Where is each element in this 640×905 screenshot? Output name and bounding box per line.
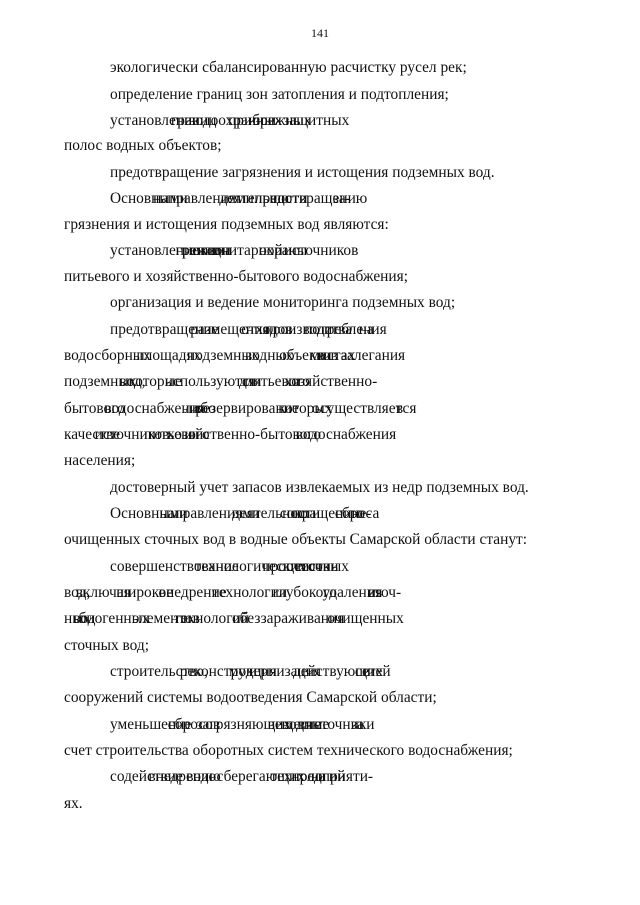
text-line: полос водных объектов;: [64, 137, 222, 154]
text-line: Основными направлениями деятельности по сокращению сброса не-: [110, 505, 372, 522]
text-line: ях.: [64, 795, 83, 812]
text-line: организация и ведение мониторинга подземных вод;: [110, 294, 456, 311]
text-line: установление границ водоохранных зон и прибрежных защитных: [110, 112, 350, 129]
text-line: содействие внедрению водосберегающих технологий на предприяти-: [110, 768, 374, 785]
text-line: качестве источников питьевого и хозяйственно-бытового водоснабжения: [64, 426, 397, 443]
text-line: питьевого и хозяйственно-бытового водоснабжения;: [64, 268, 408, 285]
text-line: установление границ и режима зон санитарной охраны источников: [110, 242, 359, 259]
text-line: вод, включая широкое внедрение технологии глубокого удаления из сточ-: [64, 584, 402, 601]
text-line: сооружений системы водоотведения Самарской области;: [64, 689, 437, 706]
text-line: бытового водоснабжения либо резервирование которых осуществляется в: [64, 400, 404, 417]
text-line: предотвращение размещения отходов производства и потребления на: [110, 321, 374, 338]
page-number: 141: [311, 26, 329, 40]
text-line: подземных вод, которые используются для питьевого и хозяйственно-: [64, 373, 378, 390]
text-line: Основными направлениями деятельности по предотвращению за-: [110, 190, 351, 207]
text-line: достоверный учет запасов извлекаемых из недр подземных вод.: [110, 479, 529, 496]
text-line: очищенных сточных вод в водные объекты Самарской области станут:: [64, 531, 528, 548]
text-line: строительство, реконструкция и модернизация действующих сетей и: [110, 663, 371, 680]
text-line: совершенствование технологических процессов очистки сточных: [110, 558, 349, 575]
text-line: счет строительства оборотных систем технического водоснабжения;: [64, 742, 513, 759]
text-line: водосборных площадях подземных водных объектов и в местах залегания: [64, 347, 406, 364]
text-line: предотвращение загрязнения и истощения подземных вод.: [110, 164, 495, 181]
text-line: экологически сбалансированную расчистку русел рек;: [110, 59, 467, 76]
text-line: грязнения и истощения подземных вод являются:: [64, 216, 389, 233]
text-line: определение границ зон затопления и подтопления;: [110, 86, 449, 103]
text-line: уменьшение сбросов загрязняющих веществ в водные источники за: [110, 716, 364, 733]
text-line: населения;: [64, 452, 136, 469]
text-line: сточных вод;: [64, 637, 150, 654]
text-line: ных вод биогенных элементов и технологий обеззараживания очищенных: [64, 610, 404, 627]
